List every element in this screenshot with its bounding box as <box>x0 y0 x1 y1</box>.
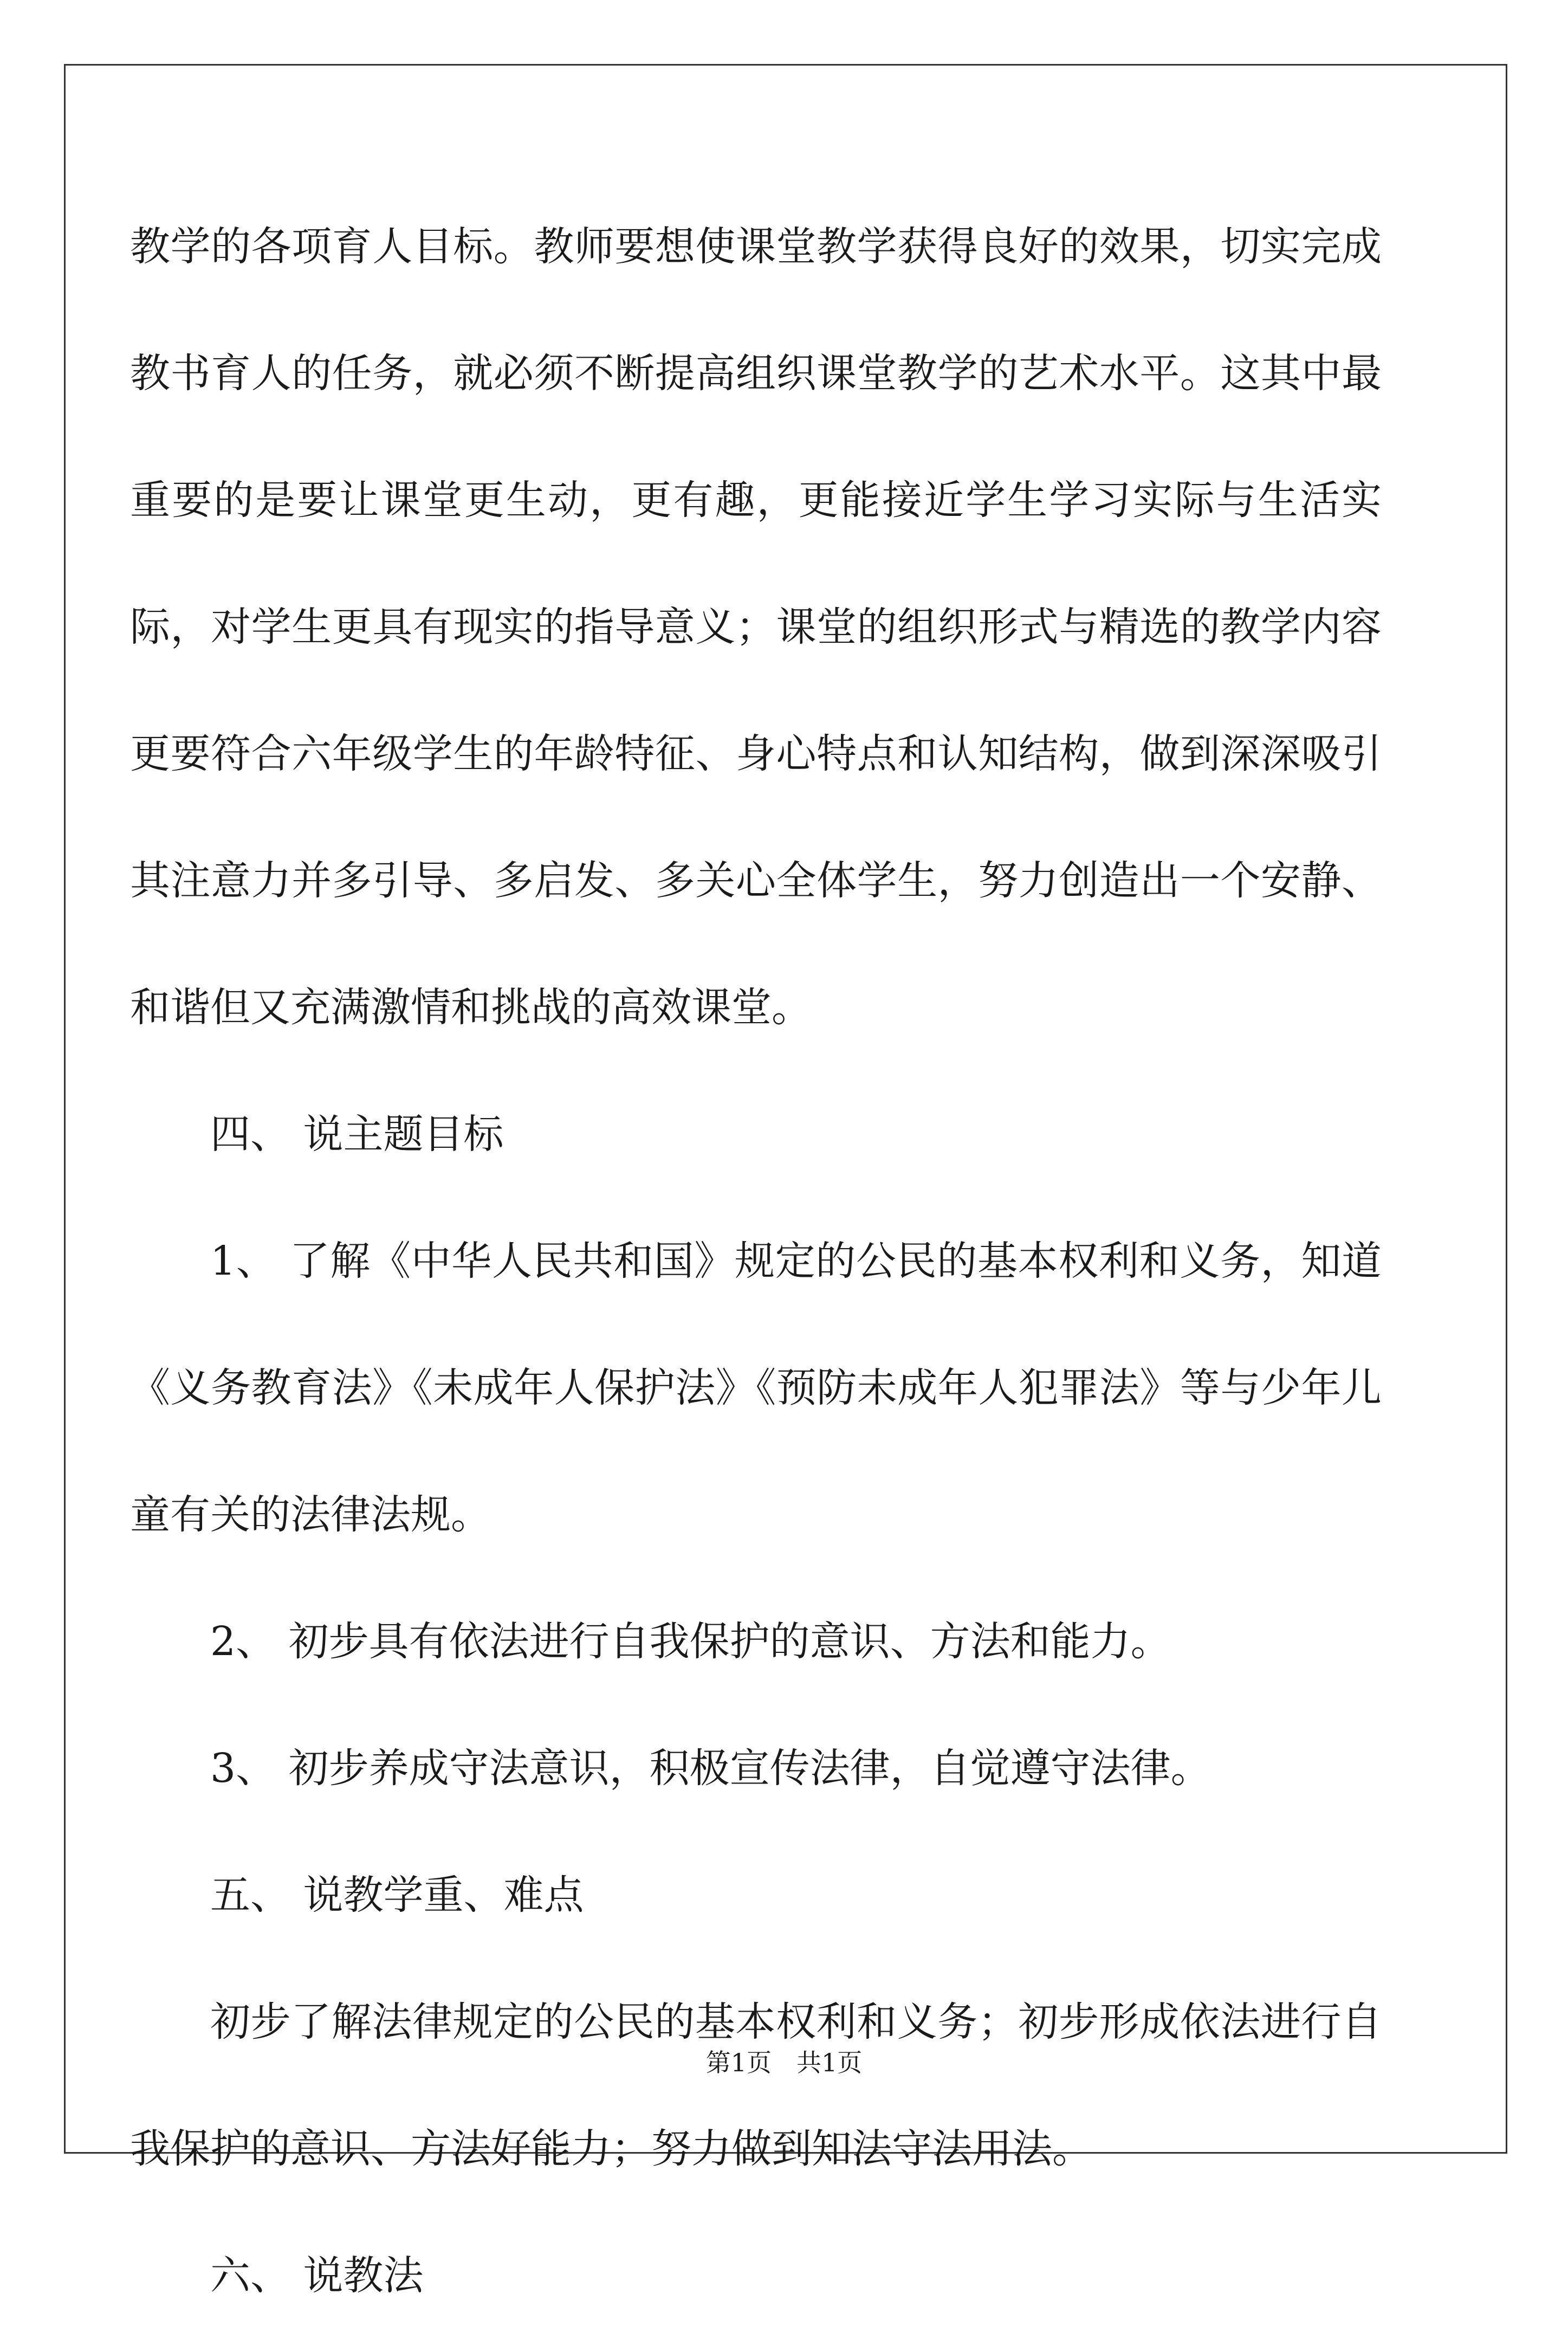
section-heading-teaching-method: 六、 说教法 <box>210 2252 424 2299</box>
section-heading-theme-goals: 四、 说主题目标 <box>210 1111 504 1158</box>
page-footer: 第1页 共1页 <box>705 2048 863 2077</box>
goal-item-1: 1、 了解《中华人民共和国》规定的公民的基本权利和义务，知道《义务教育法》《未成年人保护法》《预防未成年人犯罪法》等与少年儿童有关的法律法规。 <box>130 1238 1382 1538</box>
goal-item-3: 3、 初步养成守法意识，积极宣传法律，自觉遵守法律。 <box>210 1745 1211 1792</box>
paragraph-key-points: 初步了解法律规定的公民的基本权利和义务；初步形成依法进行自我保护的意识、方法好能力；努力做到知法守法用法。 <box>130 1999 1382 2172</box>
section-heading-key-points: 五、 说教学重、难点 <box>210 1872 584 1918</box>
goal-item-2: 2、 初步具有依法进行自我保护的意识、方法和能力。 <box>210 1618 1171 1665</box>
document-body <box>130 183 1382 2339</box>
paragraph-intro: 教学的各项育人目标。教师要想使课堂教学获得良好的效果，切实完成教书育人的任务，就必须不断提高组织课堂教学的艺术水平。这其中最重要的是要让课堂更生动，更有趣，更能接近学生学习实际与生活实际，对学生更具有现实的指导意义；课堂的组织形式与精选的教学内容更要符合六年级学生的年龄特征、身心特点和认知结构，做到深深吸引其注意力并多引导、多启发、多关心全体学生，努力创造出一个安静、和谐但又充满激情和挑战的高效课堂。 <box>130 223 1382 1031</box>
